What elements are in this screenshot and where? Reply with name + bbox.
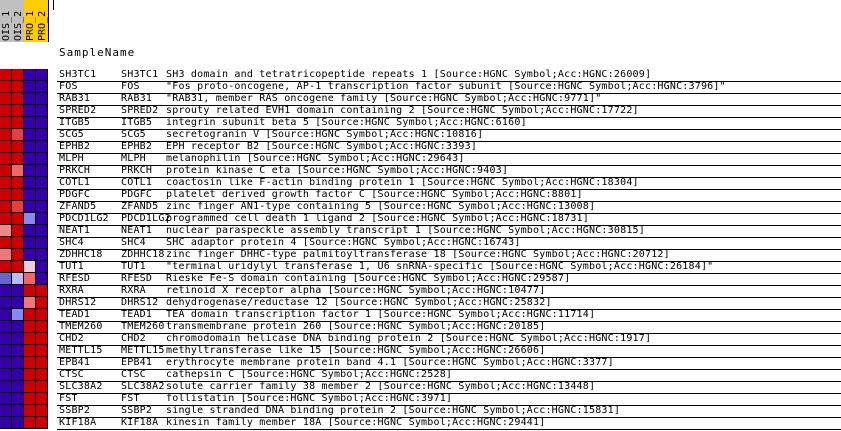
gene-symbol: TUT1 [119, 261, 164, 274]
gene-symbol: TEAD1 [119, 309, 164, 322]
heatmap-cell[interactable] [36, 381, 48, 393]
heatmap-cell[interactable] [12, 345, 24, 357]
gene-description: "Fos proto-oncogene, AP-1 transcription factor subunit [Source:HGNC Symbol;Acc:HGNC:3796]" [164, 81, 841, 94]
gene-description: programmed cell death 1 ligand 2 [Source:HGNC Symbol;Acc:HGNC:18731] [164, 213, 841, 226]
heatmap-cell[interactable] [24, 249, 36, 261]
heatmap-cell[interactable] [24, 129, 36, 141]
gene-description: protein kinase C eta [Source:HGNC Symbol;Acc:HGNC:9403] [164, 165, 841, 178]
gene-symbol: MLPH [119, 153, 164, 166]
heatmap-cell[interactable] [24, 165, 36, 177]
heatmap-cell[interactable] [24, 225, 36, 237]
heatmap-cell[interactable] [36, 237, 48, 249]
heatmap-cell[interactable] [24, 177, 36, 189]
gene-id: CTSC [57, 369, 119, 382]
gene-description: cathepsin C [Source:HGNC Symbol;Acc:HGNC:2528] [164, 369, 841, 382]
heatmap-cell[interactable] [36, 297, 48, 309]
heatmap-cell[interactable] [36, 105, 48, 117]
heatmap-cell[interactable] [36, 225, 48, 237]
heatmap-cell[interactable] [0, 225, 12, 237]
gene-description: chromodomain helicase DNA binding protein 2 [Source:HGNC Symbol;Acc:HGNC:1917] [164, 333, 841, 346]
heatmap-cell[interactable] [0, 393, 12, 405]
heatmap-row[interactable] [0, 273, 841, 285]
heatmap-cell[interactable] [24, 369, 36, 381]
heatmap-row[interactable] [0, 213, 841, 225]
heatmap-cell[interactable] [24, 345, 36, 357]
heatmap-cell[interactable] [12, 417, 24, 429]
heatmap-cell[interactable] [12, 213, 24, 225]
gene-description: EPH receptor B2 [Source:HGNC Symbol;Acc:HGNC:3393] [164, 141, 841, 154]
gene-symbol: METTL15 [121, 345, 165, 356]
gene-description: erythrocyte membrane protein band 4.1 [Source:HGNC Symbol;Acc:HGNC:3377] [164, 357, 841, 370]
gene-id: PDGFC [57, 189, 119, 202]
heatmap-cell[interactable] [12, 141, 24, 153]
heatmap-cell[interactable] [24, 81, 36, 93]
heatmap-cell[interactable] [12, 237, 24, 249]
gene-symbol: SH3TC1 [119, 69, 164, 82]
gene-symbol: NEAT1 [119, 225, 164, 238]
heatmap-cell[interactable] [24, 213, 36, 225]
gene-id: SH3TC1 [57, 69, 119, 82]
heatmap-cell[interactable] [0, 261, 12, 273]
gene-id: FST [57, 393, 119, 406]
heatmap-row[interactable] [0, 69, 841, 81]
heatmap-cell[interactable] [36, 93, 48, 105]
gene-symbol: ITGB5 [119, 117, 164, 130]
heatmap-row[interactable] [0, 177, 841, 189]
heatmap-cell[interactable] [0, 297, 12, 309]
heatmap-cell[interactable] [0, 165, 12, 177]
gene-symbol: PDGFC [119, 189, 164, 202]
gene-id: SPRED2 [57, 105, 119, 118]
heatmap-cell[interactable] [0, 177, 12, 189]
heatmap-cell[interactable] [36, 249, 48, 261]
heatmap-cell[interactable] [0, 105, 12, 117]
heatmap-header [0, 0, 841, 69]
heatmap-cell[interactable] [12, 405, 24, 417]
gene-id: TEAD1 [57, 309, 119, 322]
heatmap-cell[interactable] [36, 177, 48, 189]
gene-description: dehydrogenase/reductase 12 [Source:HGNC Symbol;Acc:HGNC:25832] [164, 297, 841, 310]
heatmap-row[interactable] [0, 249, 841, 261]
heatmap-cell[interactable] [24, 393, 36, 405]
heatmap-cell[interactable] [36, 333, 48, 345]
heatmap-row[interactable] [0, 393, 841, 405]
heatmap-cell[interactable] [12, 201, 24, 213]
heatmap-cell[interactable] [24, 141, 36, 153]
gene-id: EPHB2 [57, 141, 119, 154]
gene-id: NEAT1 [57, 225, 119, 238]
heatmap-cell[interactable] [0, 333, 12, 345]
heatmap-cell[interactable] [12, 105, 24, 117]
heatmap-cell[interactable] [36, 129, 48, 141]
heatmap-cell[interactable] [0, 213, 12, 225]
heatmap-cell[interactable] [12, 81, 24, 93]
heatmap-cell[interactable] [12, 261, 24, 273]
heatmap-cell[interactable] [36, 189, 48, 201]
gene-description: melanophilin [Source:HGNC Symbol;Acc:HGNC:29643] [164, 153, 841, 166]
gene-description: zinc finger AN1-type containing 5 [Source:HGNC Symbol;Acc:HGNC:13008] [164, 201, 841, 214]
gene-id: SLC38A2 [57, 381, 119, 394]
heatmap-cell[interactable] [12, 93, 24, 105]
gene-id: ZDHHC18 [57, 249, 119, 262]
gene-symbol: ZDHHC18 [121, 249, 165, 260]
heatmap-cell[interactable] [36, 309, 48, 321]
gene-symbol: SPRED2 [119, 105, 164, 118]
heatmap-cell[interactable] [24, 417, 36, 429]
heatmap-row[interactable] [0, 201, 841, 213]
gene-symbol: CTSC [119, 369, 164, 382]
heatmap-cell[interactable] [24, 69, 36, 81]
gene-symbol: RFESD [119, 273, 164, 286]
heatmap-cell[interactable] [36, 369, 48, 381]
gene-symbol: SCG5 [119, 129, 164, 142]
heatmap-cell[interactable] [12, 321, 24, 333]
heatmap-cell[interactable] [12, 129, 24, 141]
gene-description: secretogranin V [Source:HGNC Symbol;Acc:HGNC:10816] [164, 129, 841, 142]
gene-id: RXRA [57, 285, 119, 298]
heatmap-cell[interactable] [24, 381, 36, 393]
sample-header-label: OIS_2 [13, 10, 24, 41]
gene-description: Rieske Fe-S domain containing [Source:HGNC Symbol;Acc:HGNC:29587] [164, 273, 841, 286]
heatmap-cell[interactable] [0, 69, 12, 81]
heatmap-cell[interactable] [0, 249, 12, 261]
heatmap-cell[interactable] [12, 333, 24, 345]
gene-id: EPB41 [57, 357, 119, 370]
heatmap-cell[interactable] [36, 405, 48, 417]
gene-symbol: EPHB2 [119, 141, 164, 154]
heatmap-cell[interactable] [36, 345, 48, 357]
gene-description: coactosin like F-actin binding protein 1 [Source:HGNC Symbol;Acc:HGNC:18304] [164, 177, 841, 190]
gene-description: retinoid X receptor alpha [Source:HGNC Symbol;Acc:HGNC:10477] [164, 285, 841, 298]
gene-symbol: EPB41 [119, 357, 164, 370]
gene-symbol: SSBP2 [119, 405, 164, 418]
gene-id: RFESD [57, 273, 119, 286]
heatmap-cell[interactable] [12, 357, 24, 369]
gene-symbol: RXRA [119, 285, 164, 298]
gene-description: kinesin family member 18A [Source:HGNC Symbol;Acc:HGNC:29441] [164, 417, 841, 430]
heatmap-cell[interactable] [0, 357, 12, 369]
gene-id: CHD2 [57, 333, 119, 346]
gene-id: SHC4 [57, 237, 119, 250]
heatmap-cell[interactable] [12, 297, 24, 309]
heatmap-cell[interactable] [0, 417, 12, 429]
heatmap-cell[interactable] [0, 93, 12, 105]
heatmap-cell[interactable] [36, 273, 48, 285]
gene-symbol: SHC4 [119, 237, 164, 250]
gene-description: methyltransferase like 15 [Source:HGNC Symbol;Acc:HGNC:26606] [164, 345, 841, 358]
gene-symbol: PDCD1LG2 [121, 213, 171, 224]
gene-symbol: ZFAND5 [119, 201, 164, 214]
gene-id: COTL1 [57, 177, 119, 190]
gene-description: solute carrier family 38 member 2 [Source:HGNC Symbol;Acc:HGNC:13448] [164, 381, 841, 394]
heatmap-cell[interactable] [12, 189, 24, 201]
heatmap-row[interactable] [0, 261, 841, 273]
gene-id: TUT1 [57, 261, 119, 274]
gene-symbol: KIF18A [119, 417, 164, 430]
gene-id: PRKCH [57, 165, 119, 178]
heatmap-cell[interactable] [0, 381, 12, 393]
heatmap-row[interactable] [0, 357, 841, 369]
gene-id: FOS [57, 81, 119, 94]
heatmap-cell[interactable] [12, 285, 24, 297]
heatmap-cell[interactable] [0, 273, 12, 285]
gene-id: RAB31 [57, 93, 119, 106]
gene-id: ITGB5 [57, 117, 119, 130]
heatmap-cell[interactable] [24, 333, 36, 345]
heatmap-row[interactable] [0, 93, 841, 105]
heatmap-cell[interactable] [0, 369, 12, 381]
gene-description: follistatin [Source:HGNC Symbol;Acc:HGNC:3971] [164, 393, 841, 406]
heatmap-cell[interactable] [36, 117, 48, 129]
heatmap-row[interactable] [0, 153, 841, 165]
heatmap-cell[interactable] [36, 201, 48, 213]
heatmap-cell[interactable] [24, 285, 36, 297]
heatmap-row[interactable] [0, 309, 841, 321]
heatmap-row[interactable] [0, 165, 841, 177]
heatmap-row[interactable] [0, 237, 841, 249]
gene-description: "terminal uridylyl transferase 1, U6 snRNA-specific [Source:HGNC Symbol;Acc:HGNC:26184]" [164, 261, 841, 274]
heatmap-cell[interactable] [36, 81, 48, 93]
heatmap-cell[interactable] [36, 141, 48, 153]
gene-id: MLPH [57, 153, 119, 166]
gene-id: DHRS12 [57, 297, 119, 310]
heatmap-cell[interactable] [12, 273, 24, 285]
heatmap-row[interactable] [0, 321, 841, 333]
gene-symbol: FST [119, 393, 164, 406]
heatmap-row[interactable] [0, 345, 841, 357]
sample-header-label: PRO_1 [25, 10, 36, 41]
heatmap-row[interactable] [0, 81, 841, 93]
heatmap-cell[interactable] [24, 117, 36, 129]
heatmap-cell[interactable] [36, 69, 48, 81]
heatmap-cell[interactable] [24, 189, 36, 201]
heatmap-row[interactable] [0, 189, 841, 201]
heatmap-row[interactable] [0, 285, 841, 297]
heatmap-row[interactable] [0, 369, 841, 381]
heatmap-cell[interactable] [24, 321, 36, 333]
heatmap-cell[interactable] [36, 153, 48, 165]
gene-symbol: COTL1 [119, 177, 164, 190]
gene-id: KIF18A [57, 417, 119, 430]
heatmap-cell[interactable] [12, 117, 24, 129]
heatmap-cell[interactable] [0, 237, 12, 249]
heatmap-cell[interactable] [24, 105, 36, 117]
gene-id: TMEM260 [57, 321, 119, 334]
heatmap-cell[interactable] [36, 321, 48, 333]
heatmap-cell[interactable] [36, 261, 48, 273]
gene-description: SHC adaptor protein 4 [Source:HGNC Symbol;Acc:HGNC:16743] [164, 237, 841, 250]
heatmap-cell[interactable] [12, 153, 24, 165]
gene-description: zinc finger DHHC-type palmitoyltransferase 18 [Source:HGNC Symbol;Acc:HGNC:20712] [164, 249, 841, 262]
heatmap-cell[interactable] [0, 117, 12, 129]
heatmap-row[interactable] [0, 381, 841, 393]
gene-symbol: SLC38A2 [121, 381, 165, 392]
heatmap-cell[interactable] [0, 321, 12, 333]
heatmap-cell[interactable] [0, 201, 12, 213]
heatmap-cell[interactable] [0, 285, 12, 297]
gene-symbol: RAB31 [119, 93, 164, 106]
heatmap-cell[interactable] [24, 201, 36, 213]
gene-description: single stranded DNA binding protein 2 [Source:HGNC Symbol;Acc:HGNC:15831] [164, 405, 841, 418]
heatmap-row[interactable] [0, 333, 841, 345]
heatmap-cell[interactable] [24, 273, 36, 285]
heatmap-cell[interactable] [24, 297, 36, 309]
sample-header-label: PRO_2 [37, 10, 48, 41]
heatmap-cell[interactable] [24, 357, 36, 369]
heatmap-cell[interactable] [12, 177, 24, 189]
heatmap-cell[interactable] [24, 93, 36, 105]
heatmap-cell[interactable] [12, 381, 24, 393]
gene-symbol: PRKCH [119, 165, 164, 178]
heatmap-cell[interactable] [24, 261, 36, 273]
heatmap-cell[interactable] [12, 165, 24, 177]
gene-symbol: TMEM260 [121, 321, 165, 332]
heatmap-cell[interactable] [12, 69, 24, 81]
heatmap-row[interactable] [0, 141, 841, 153]
heatmap-cell[interactable] [36, 165, 48, 177]
heatmap-row[interactable] [0, 405, 841, 417]
heatmap-cell[interactable] [0, 153, 12, 165]
heatmap-cell[interactable] [0, 345, 12, 357]
gene-description: sprouty related EVH1 domain containing 2 [Source:HGNC Symbol;Acc:HGNC:17722] [164, 105, 841, 118]
heatmap-cell[interactable] [24, 153, 36, 165]
heatmap-cell[interactable] [0, 129, 12, 141]
heatmap-cell[interactable] [36, 417, 48, 429]
gene-symbol: DHRS12 [119, 297, 164, 310]
gene-description: transmembrane protein 260 [Source:HGNC Symbol;Acc:HGNC:20185] [164, 321, 841, 334]
sample-name-header: SampleName [59, 46, 136, 59]
gene-description: TEA domain transcription factor 1 [Source:HGNC Symbol;Acc:HGNC:11714] [164, 309, 841, 322]
heatmap-cell[interactable] [12, 369, 24, 381]
heatmap-cell[interactable] [0, 81, 12, 93]
heatmap-row[interactable] [0, 105, 841, 117]
heatmap-cell[interactable] [0, 309, 12, 321]
heatmap-cell[interactable] [36, 393, 48, 405]
gene-id: SSBP2 [57, 405, 119, 418]
heatmap-cell[interactable] [36, 213, 48, 225]
heatmap-cell[interactable] [0, 405, 12, 417]
gene-symbol: CHD2 [119, 333, 164, 346]
heatmap-row[interactable] [0, 225, 841, 237]
gene-id: ZFAND5 [57, 201, 119, 214]
heatmap-cell[interactable] [24, 309, 36, 321]
heatmap-cell[interactable] [36, 357, 48, 369]
heatmap-cell[interactable] [12, 393, 24, 405]
heatmap-cell[interactable] [0, 141, 12, 153]
heatmap-row[interactable] [0, 117, 841, 129]
heatmap-cell[interactable] [12, 249, 24, 261]
header-divider [53, 0, 54, 10]
gene-description: "RAB31, member RAS oncogene family [Source:HGNC Symbol;Acc:HGNC:9771]" [164, 93, 841, 106]
gene-id: PDCD1LG2 [57, 213, 119, 226]
gene-id: METTL15 [57, 345, 119, 358]
gene-description: nuclear paraspeckle assembly transcript 1 [Source:HGNC Symbol;Acc:HGNC:30815] [164, 225, 841, 238]
heatmap-row[interactable] [0, 129, 841, 141]
sample-header-pro-2 [36, 0, 49, 42]
heatmap-cell[interactable] [12, 225, 24, 237]
gene-description: integrin subunit beta 5 [Source:HGNC Symbol;Acc:HGNC:6160] [164, 117, 841, 130]
heatmap-row[interactable] [0, 417, 841, 429]
gene-symbol: FOS [119, 81, 164, 94]
gene-id: SCG5 [57, 129, 119, 142]
heatmap-cell[interactable] [24, 237, 36, 249]
gene-description: SH3 domain and tetratricopeptide repeats 1 [Source:HGNC Symbol;Acc:HGNC:26009] [164, 69, 841, 82]
heatmap-row[interactable] [0, 297, 841, 309]
heatmap-cell[interactable] [0, 189, 12, 201]
sample-header-label: OIS_1 [1, 10, 12, 41]
gene-description: platelet derived growth factor C [Source:HGNC Symbol;Acc:HGNC:8801] [164, 189, 841, 202]
heatmap-cell[interactable] [24, 405, 36, 417]
heatmap-cell[interactable] [36, 285, 48, 297]
heatmap-cell[interactable] [12, 309, 24, 321]
